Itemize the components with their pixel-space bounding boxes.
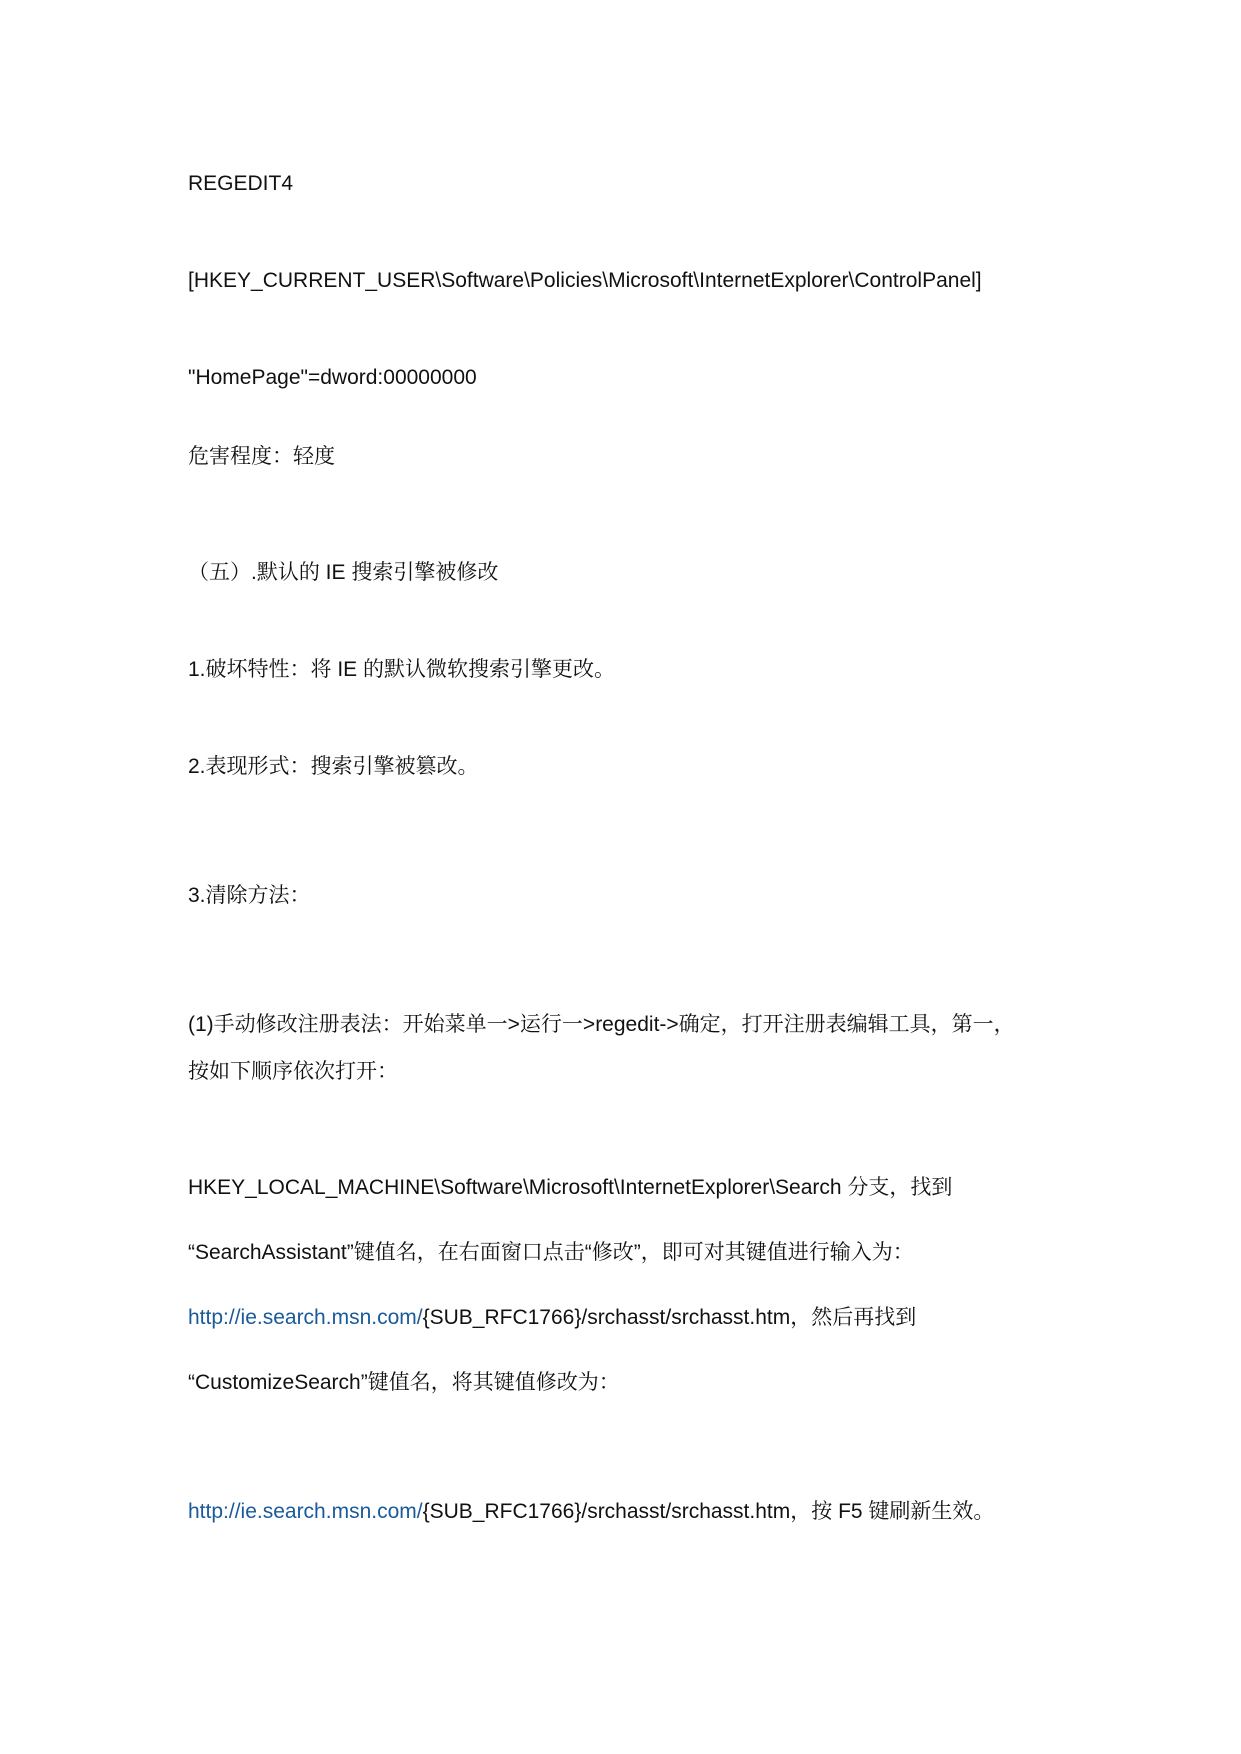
item-1-destruction-trait: 1.破坏特性：将 IE 的默认微软搜索引擎更改。: [188, 658, 616, 681]
section-heading: （五）.默认的 IE 搜索引擎被修改: [188, 561, 499, 584]
homepage-value: "HomePage"=dword:00000000: [188, 366, 477, 389]
item-3-removal-method: 3.清除方法：: [188, 884, 311, 907]
step-1-line-2: 按如下顺序依次打开：: [188, 1060, 398, 1083]
regedit-header: REGEDIT4: [188, 172, 294, 195]
url-2-line: [188, 1498, 994, 1526]
search-key-line: [188, 1174, 952, 1202]
url-1-rest: {SUB_RFC1766}/srchasst/srchasst.htm，然后再找到: [422, 1306, 917, 1329]
search-assistant-line: “SearchAssistant”键值名，在右面窗口点击“修改”，即可对其键值进行输入为：: [188, 1241, 914, 1264]
severity-line: 危害程度：轻度: [188, 445, 335, 468]
customize-search-line: “CustomizeSearch”键值名，将其键值修改为：: [188, 1371, 620, 1394]
item-2-symptom: 2.表现形式：搜索引擎被篡改。: [188, 755, 479, 778]
url-1-line: [188, 1304, 916, 1332]
search-key-path: HKEY_LOCAL_MACHINE\Software\Microsoft\InternetExplorer\Search: [188, 1176, 842, 1199]
step-1-line-1: (1)手动修改注册表法：开始菜单一>运行一>regedit->确定，打开注册表编辑工具，第一，: [188, 1013, 1015, 1036]
url-2-rest: {SUB_RFC1766}/srchasst/srchasst.htm，按 F5 键刷新生效。: [422, 1500, 995, 1523]
registry-key-control-panel: [HKEY_CURRENT_USER\Software\Policies\Microsoft\InternetExplorer\ControlPanel]: [188, 269, 982, 292]
search-key-suffix: 分支，找到: [841, 1176, 953, 1199]
url-1-link[interactable]: http://ie.search.msn.com/: [188, 1306, 423, 1329]
url-2-link[interactable]: http://ie.search.msn.com/: [188, 1500, 423, 1523]
